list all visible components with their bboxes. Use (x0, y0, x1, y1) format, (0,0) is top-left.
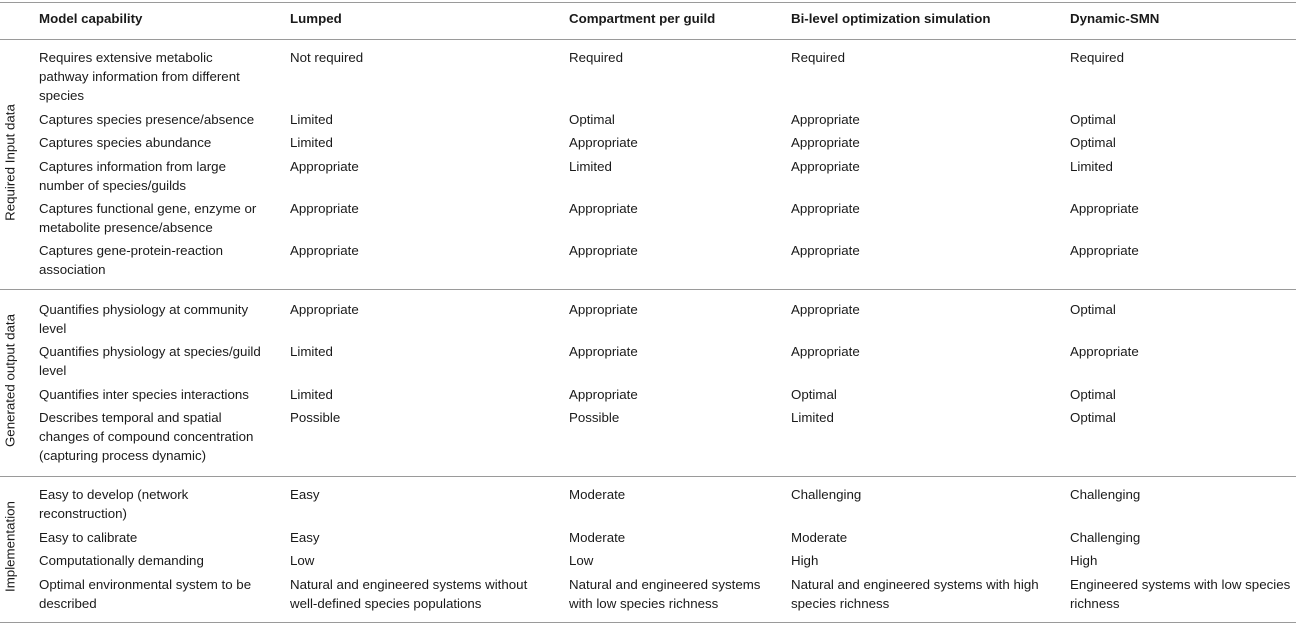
cell-lumped: Low (290, 553, 315, 568)
cell-dynamic: Optimal (1070, 112, 1116, 127)
cell-dynamic: High (1070, 553, 1098, 568)
cell-dynamic: Appropriate (1070, 201, 1139, 216)
section-label-implementation: Implementation (2, 501, 18, 592)
cell-capability: Quantifies inter species interactions (39, 387, 249, 402)
cell-bilevel: Challenging (791, 487, 862, 502)
cell-capability: Easy to develop (network reconstruction) (39, 487, 189, 521)
cell-bilevel: Moderate (791, 530, 848, 545)
header-rule (0, 39, 1296, 40)
cell-lumped: Natural and engineered systems without well-defined species populations (290, 577, 528, 611)
cell-compartment: Possible (569, 410, 620, 425)
cell-capability: Requires extensive metabolic pathway information from different species (39, 50, 240, 103)
cell-bilevel: Appropriate (791, 344, 860, 359)
header-compartment: Compartment per guild (569, 11, 716, 26)
cell-lumped: Appropriate (290, 243, 359, 258)
bottom-rule (0, 622, 1296, 623)
cell-bilevel: Required (791, 50, 845, 65)
cell-capability: Captures species presence/absence (39, 112, 255, 127)
cell-bilevel: Limited (791, 410, 834, 425)
cell-bilevel: Appropriate (791, 243, 860, 258)
cell-dynamic: Challenging (1070, 487, 1141, 502)
cell-compartment: Appropriate (569, 243, 638, 258)
cell-capability: Easy to calibrate (39, 530, 138, 545)
cell-capability: Optimal environmental system to be described (39, 577, 252, 611)
cell-compartment: Moderate (569, 487, 626, 502)
cell-lumped: Easy (290, 487, 320, 502)
cell-compartment: Appropriate (569, 387, 638, 402)
cell-bilevel: Natural and engineered systems with high species richness (791, 577, 1039, 611)
section-rule-1 (0, 289, 1296, 290)
cell-lumped: Appropriate (290, 159, 359, 174)
cell-lumped: Not required (290, 50, 364, 65)
cell-dynamic: Challenging (1070, 530, 1141, 545)
cell-lumped: Limited (290, 112, 333, 127)
cell-bilevel: Appropriate (791, 135, 860, 150)
cell-dynamic: Required (1070, 50, 1124, 65)
cell-dynamic: Optimal (1070, 387, 1116, 402)
cell-dynamic: Optimal (1070, 135, 1116, 150)
header-lumped: Lumped (290, 11, 342, 26)
header-bilevel: Bi-level optimization simulation (791, 11, 991, 26)
cell-dynamic: Appropriate (1070, 344, 1139, 359)
cell-dynamic: Optimal (1070, 302, 1116, 317)
section-rule-2 (0, 476, 1296, 477)
cell-capability: Captures gene-protein-reaction association (39, 243, 224, 277)
cell-lumped: Limited (290, 344, 333, 359)
cell-bilevel: Appropriate (791, 302, 860, 317)
header-capability: Model capability (39, 11, 143, 26)
cell-capability: Captures species abundance (39, 135, 212, 150)
cell-dynamic: Limited (1070, 159, 1113, 174)
cell-compartment: Appropriate (569, 201, 638, 216)
cell-compartment: Limited (569, 159, 612, 174)
cell-compartment: Low (569, 553, 594, 568)
cell-lumped: Limited (290, 387, 333, 402)
cell-capability: Quantifies physiology at community level (39, 302, 249, 336)
cell-dynamic: Engineered systems with low species richness (1070, 577, 1291, 611)
cell-bilevel: Appropriate (791, 112, 860, 127)
cell-lumped: Appropriate (290, 302, 359, 317)
cell-compartment: Appropriate (569, 135, 638, 150)
header-dynamic: Dynamic-SMN (1070, 11, 1160, 26)
cell-bilevel: High (791, 553, 819, 568)
cell-compartment: Moderate (569, 530, 626, 545)
cell-bilevel: Optimal (791, 387, 837, 402)
section-label-input: Required Input data (2, 104, 18, 221)
cell-capability: Quantifies physiology at species/guild level (39, 344, 261, 378)
cell-compartment: Appropriate (569, 344, 638, 359)
cell-dynamic: Appropriate (1070, 243, 1139, 258)
cell-lumped: Easy (290, 530, 320, 545)
cell-lumped: Limited (290, 135, 333, 150)
cell-bilevel: Appropriate (791, 201, 860, 216)
cell-compartment: Appropriate (569, 302, 638, 317)
cell-compartment: Natural and engineered systems with low species richness (569, 577, 761, 611)
top-rule (0, 2, 1296, 3)
cell-lumped: Appropriate (290, 201, 359, 216)
cell-bilevel: Appropriate (791, 159, 860, 174)
cell-dynamic: Optimal (1070, 410, 1116, 425)
cell-compartment: Optimal (569, 112, 615, 127)
section-label-output: Generated output data (2, 313, 18, 448)
cell-capability: Computationally demanding (39, 553, 204, 568)
cell-capability: Describes temporal and spatial changes of compound concentration (capturing process dynamic) (39, 410, 254, 463)
cell-compartment: Required (569, 50, 623, 65)
cell-capability: Captures functional gene, enzyme or metabolite presence/absence (39, 201, 257, 235)
cell-lumped: Possible (290, 410, 341, 425)
cell-capability: Captures information from large number of species/guilds (39, 159, 226, 193)
